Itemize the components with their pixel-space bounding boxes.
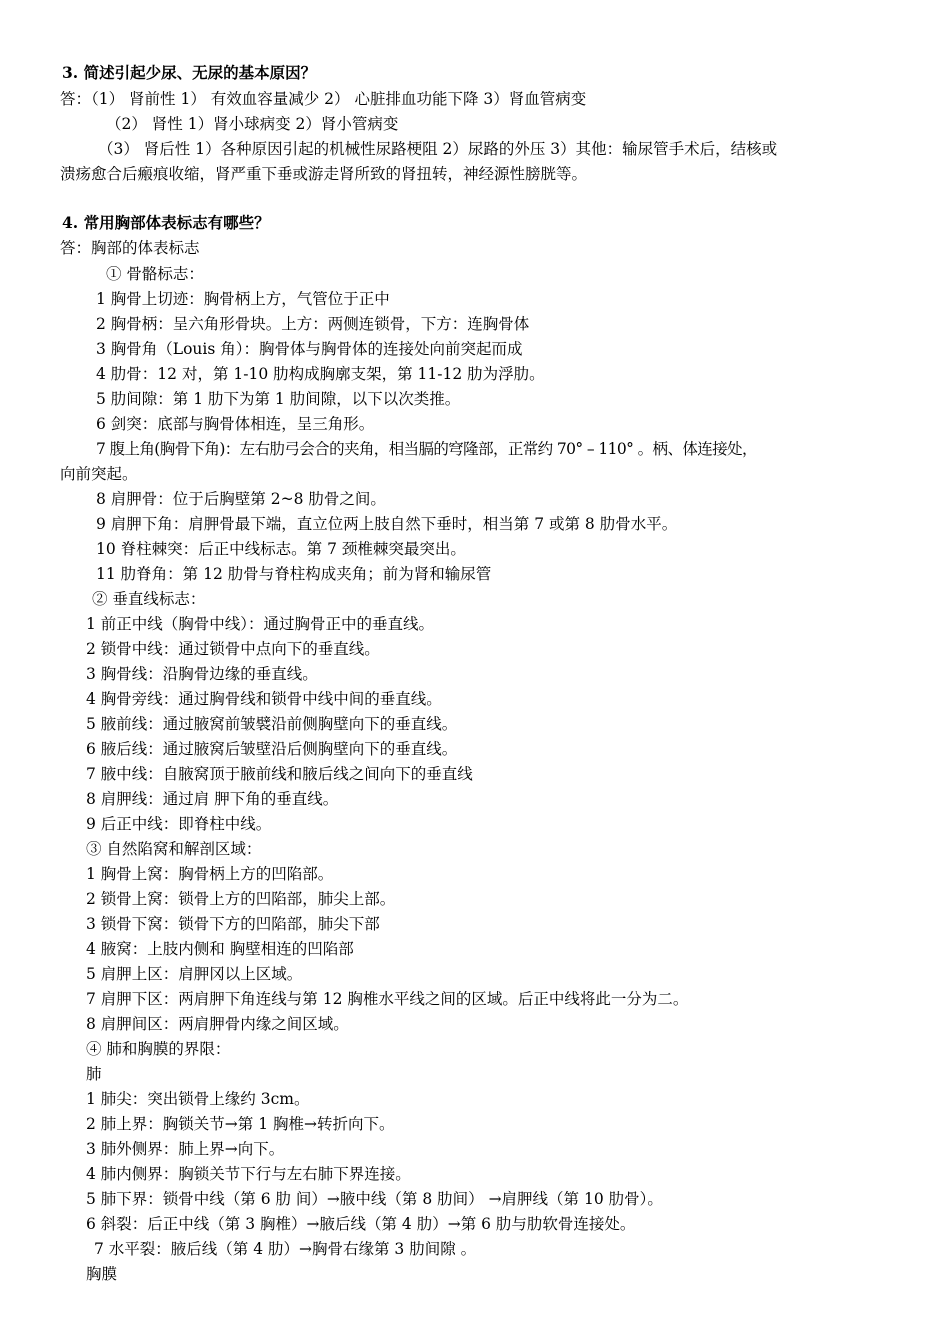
section-heading-vertical-lines: ② 垂直线标志： <box>92 590 206 608</box>
bone-item: 4 肋骨：12 对，第 1-10 肋构成胸廓支架，第 11-12 肋为浮肋。 <box>96 365 545 383</box>
question-3-answer-line-2: （2） 肾性 1）肾小球病变 2）肾小管病变 <box>106 115 399 133</box>
question-3-answer-line-1: 答：（1） 肾前性 1） 有效血容量减少 2） 心脏排血功能下降 3）肾血管病变 <box>60 90 587 108</box>
region-item: 1 胸骨上窝：胸骨柄上方的凹陷部。 <box>86 865 334 883</box>
vertical-line-item: 5 腋前线：通过腋窝前皱襞沿前侧胸壁向下的垂直线。 <box>86 715 458 733</box>
section-heading-lung-pleura: ④ 肺和胸膜的界限： <box>86 1040 231 1058</box>
subheading-lung: 肺 <box>86 1065 102 1083</box>
question-4-title: 4. 常用胸部体表标志有哪些？ <box>62 213 270 232</box>
question-4-answer-intro: 答：胸部的体表标志 <box>60 239 200 257</box>
bone-item: 3 胸骨角（Louis 角）：胸骨体与胸骨体的连接处向前突起而成 <box>96 340 523 358</box>
vertical-line-item: 6 腋后线：通过腋窝后皱壁沿后侧胸壁向下的垂直线。 <box>86 740 458 758</box>
bone-item: 6 剑突：底部与胸骨体相连，呈三角形。 <box>96 415 375 433</box>
vertical-line-item: 7 腋中线：自腋窝顶于腋前线和腋后线之间向下的垂直线 <box>86 765 473 783</box>
region-item: 4 腋窝：上肢内侧和 胸壁相连的凹陷部 <box>86 940 354 958</box>
region-item: 8 肩胛间区：两肩胛骨内缘之间区域。 <box>86 1015 349 1033</box>
region-item: 5 肩胛上区：肩胛冈以上区域。 <box>86 965 303 983</box>
bone-item: 11 肋脊角：第 12 肋骨与脊柱构成夹角；前为肾和输尿管 <box>96 565 492 583</box>
region-item: 2 锁骨上窝：锁骨上方的凹陷部，肺尖上部。 <box>86 890 396 908</box>
vertical-line-item: 8 肩胛线：通过肩 胛下角的垂直线。 <box>86 790 339 808</box>
vertical-line-item: 2 锁骨中线：通过锁骨中点向下的垂直线。 <box>86 640 380 658</box>
question-3-answer-line-4: 溃疡愈合后瘢痕收缩，肾严重下垂或游走肾所致的肾扭转，神经源性膀胱等。 <box>60 165 588 183</box>
bone-item: 5 肋间隙：第 1 肋下为第 1 肋间隙，以下以次类推。 <box>96 390 461 408</box>
section-heading-bone: ① 骨骼标志： <box>106 265 204 283</box>
lung-item: 2 肺上界：胸锁关节→第 1 胸椎→转折向下。 <box>86 1115 395 1133</box>
vertical-line-item: 1 前正中线（胸骨中线）：通过胸骨正中的垂直线。 <box>86 615 435 633</box>
question-3-title: 3. 简述引起少尿、无尿的基本原因？ <box>62 63 317 82</box>
region-item: 7 肩胛下区：两肩胛下角连线与第 12 胸椎水平线之间的区域。后正中线将此一分为二。 <box>86 990 689 1008</box>
region-item: 3 锁骨下窝：锁骨下方的凹陷部，肺尖下部 <box>86 915 380 933</box>
bone-item: 8 肩胛骨：位于后胸壁第 2~8 肋骨之间。 <box>96 490 386 508</box>
vertical-line-item: 3 胸骨线：沿胸骨边缘的垂直线。 <box>86 665 318 683</box>
lung-item: 4 肺内侧界：胸锁关节下行与左右肺下界连接。 <box>86 1165 411 1183</box>
lung-item: 3 肺外侧界：肺上界→向下。 <box>86 1140 285 1158</box>
bone-item: 10 脊柱棘突：后正中线标志。第 7 颈椎棘突最突出。 <box>96 540 466 558</box>
subheading-pleura: 胸膜 <box>86 1265 118 1283</box>
bone-item: 1 胸骨上切迹：胸骨柄上方，气管位于正中 <box>96 290 390 308</box>
lung-item: 5 肺下界：锁骨中线（第 6 肋 间）→腋中线（第 8 肋间） →肩胛线（第 10 肋骨）。 <box>86 1190 663 1208</box>
lung-item: 6 斜裂：后正中线（第 3 胸椎）→腋后线（第 4 肋）→第 6 肋与肋软骨连接处。 <box>86 1215 636 1233</box>
lung-item: 7 水平裂：腋后线（第 4 肋）→胸骨右缘第 3 肋间隙 。 <box>94 1240 477 1258</box>
bone-item-continued: 向前突起。 <box>60 465 138 483</box>
bone-item: 9 肩胛下角：肩胛骨最下端，直立位两上肢自然下垂时，相当第 7 或第 8 肋骨水平。 <box>96 515 678 533</box>
bone-item: 2 胸骨柄：呈六角形骨块。上方：两侧连锁骨，下方：连胸骨体 <box>96 315 530 333</box>
question-3-answer-line-3: （3） 肾后性 1）各种原因引起的机械性尿路梗阻 2）尿路的外压 3）其他：输尿管手术后，结核或 <box>98 140 778 158</box>
lung-item: 1 肺尖：突出锁骨上缘约 3cm。 <box>86 1090 310 1108</box>
vertical-line-item: 9 后正中线：即脊柱中线。 <box>86 815 272 833</box>
bone-item: 7 腹上角(胸骨下角)：左右肋弓会合的夹角，相当膈的穹隆部，正常约 70° – 110° 。柄、体连接处， <box>96 440 757 458</box>
section-heading-regions: ③ 自然陷窝和解剖区域： <box>86 840 262 858</box>
vertical-line-item: 4 胸骨旁线：通过胸骨线和锁骨中线中间的垂直线。 <box>86 690 442 708</box>
